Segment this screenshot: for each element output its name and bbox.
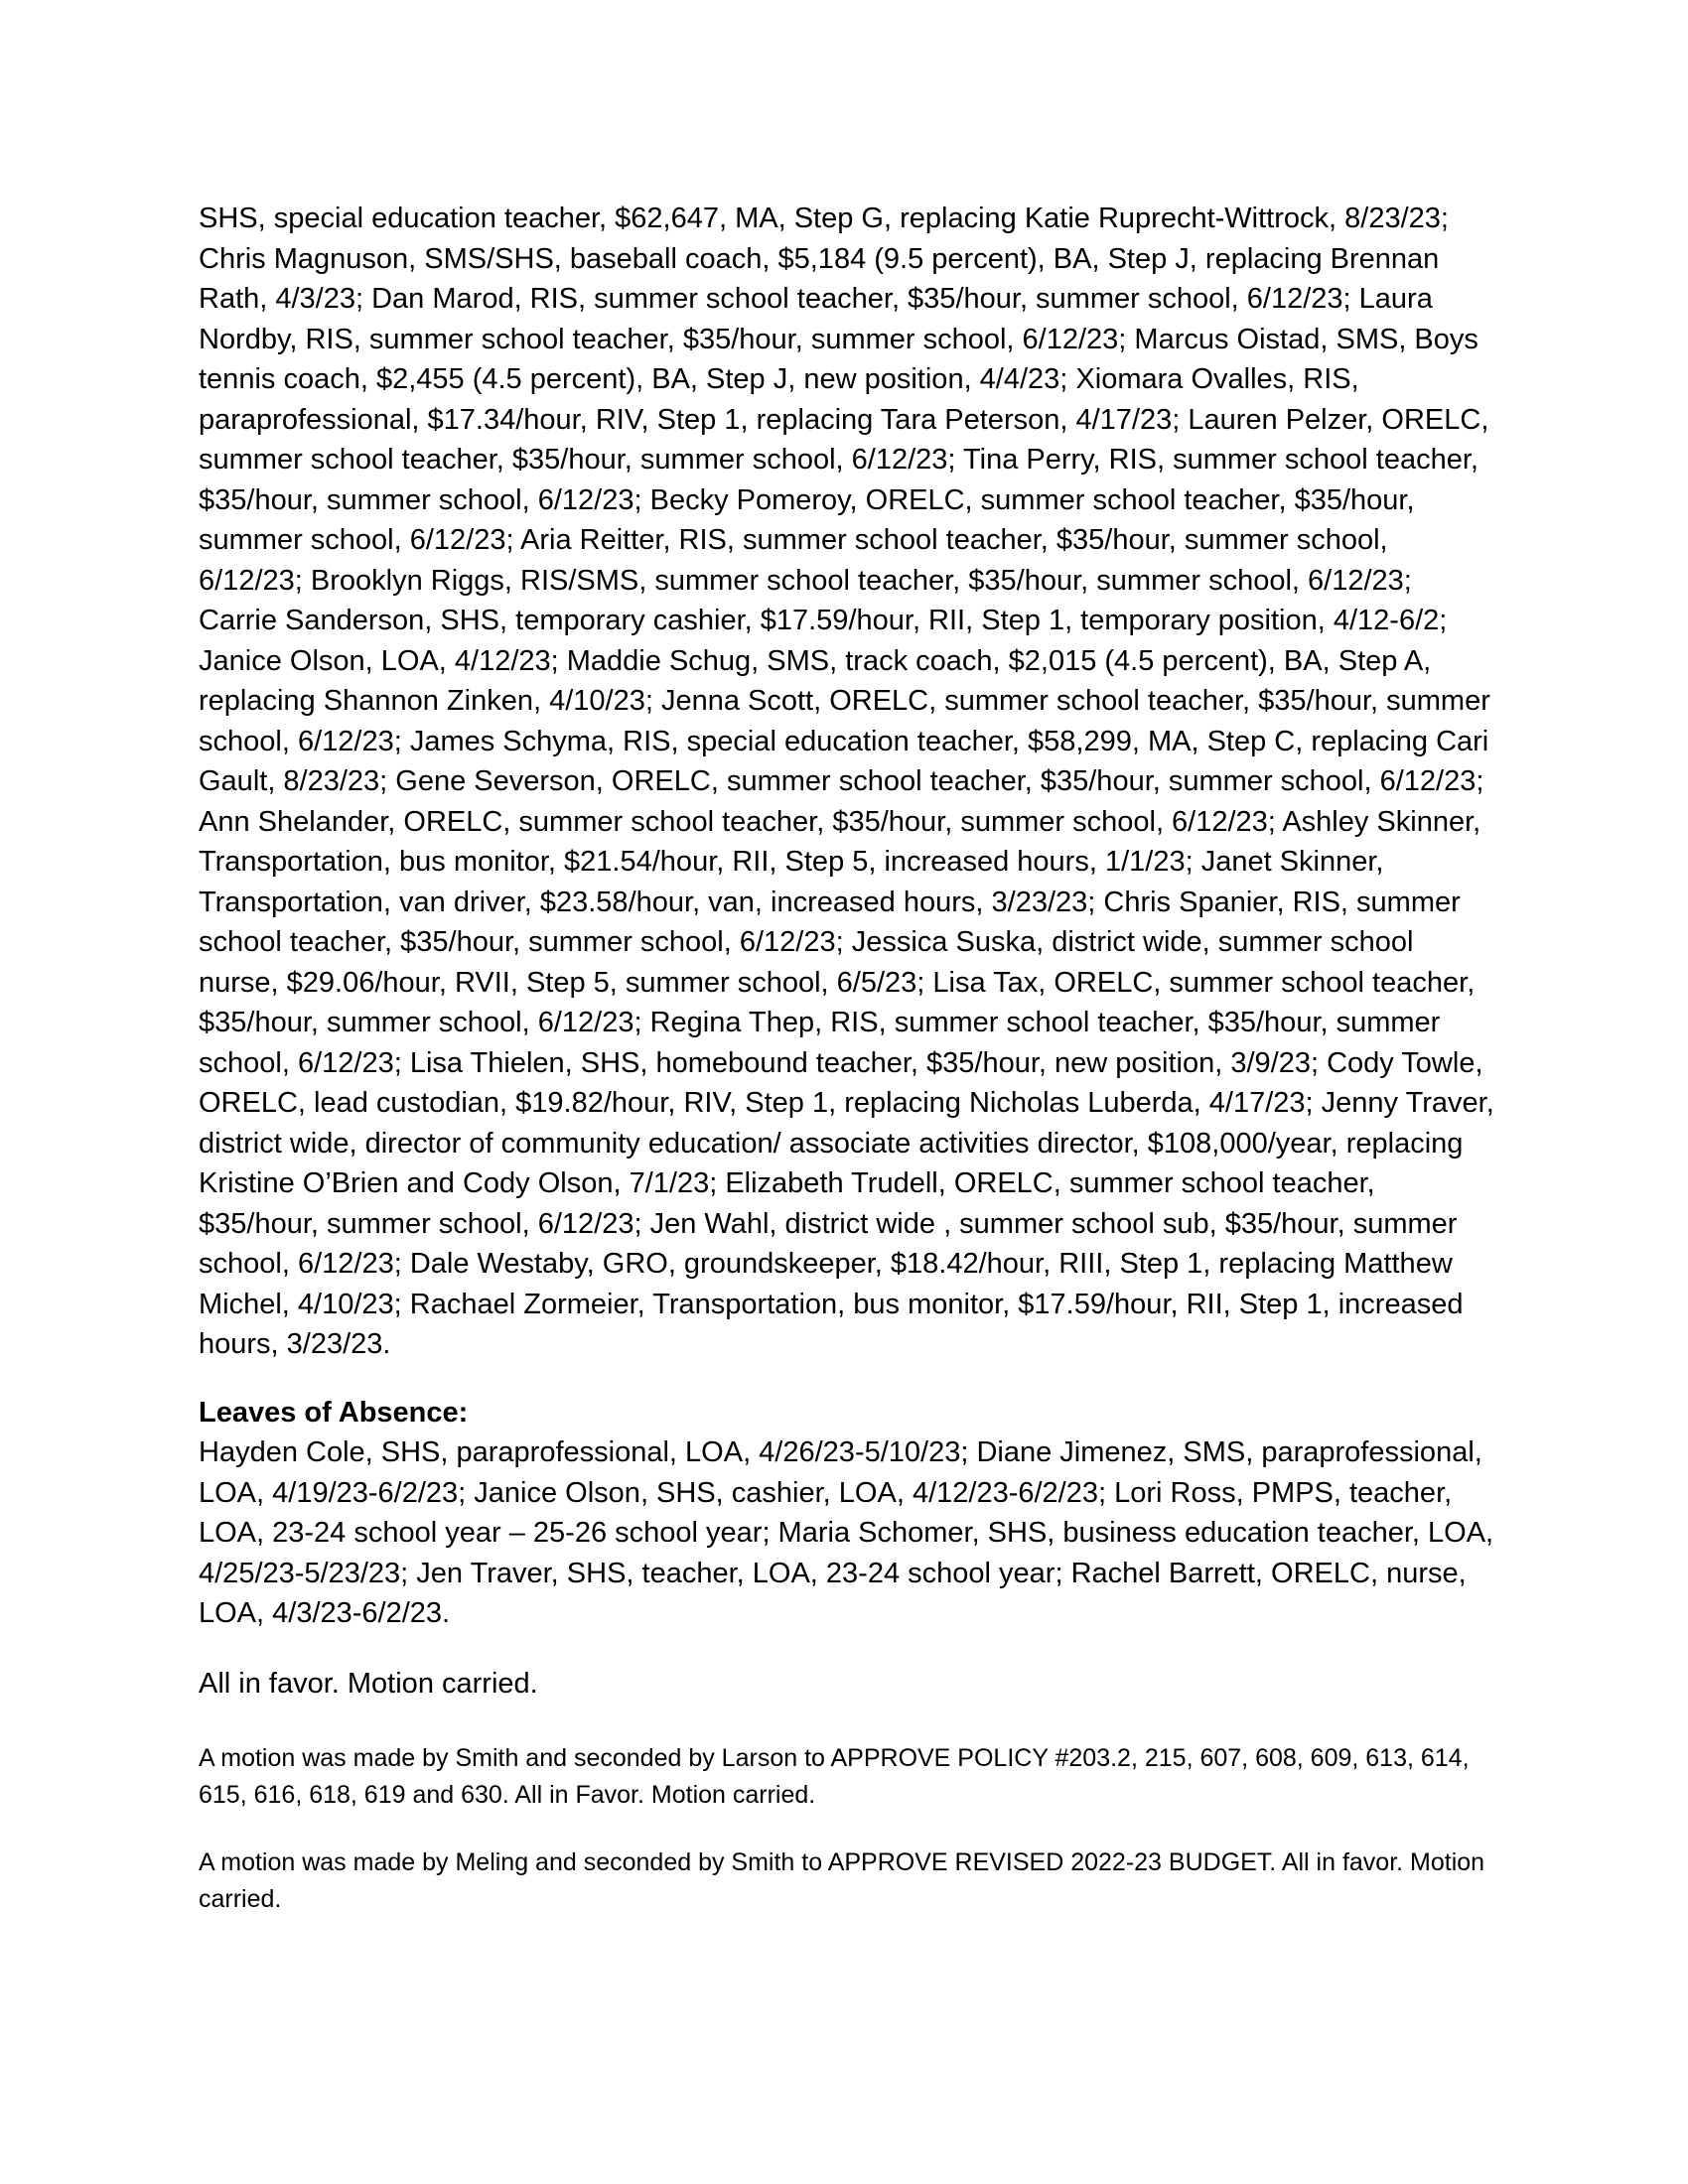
leaves-of-absence-heading: Leaves of Absence: xyxy=(199,1396,469,1429)
personnel-actions-paragraph: SHS, special education teacher, $62,647, MA, Step G, replacing Katie Ruprecht-Wittrock, 8/23/23; Chris Magnuson, SMS/SHS, baseball coach, $5,184 (9.5 percent), BA, Step J, replacing Brennan Rath, 4/3/23; Dan Marod, RIS, summer school teacher, $35/hour, summer school, 6/12/23; Laura Nordby, RIS, summer school teacher, $35/hour, summer school, 6/12/23; Marcus Oistad, SMS, Boys tennis coach, $2,455 (4.5 percent), BA, Step J, new position, 4/4/23; Xiomara Ovalles, RIS, paraprofessional, $17.34/hour, RIV, Step 1, replacing Tara Peterson, 4/17/23; Lauren Pelzer, ORELC, summer school teacher, $35/hour, summer school, 6/12/23; Tina Perry, RIS, summer school teacher, $35/hour, summer school, 6/12/23; Becky Pomeroy, ORELC, summer school teacher, $35/hour, summer school, 6/12/23; Aria Reitter, RIS, summer school teacher, $35/hour, summer school, 6/12/23; Brooklyn Riggs, RIS/SMS, summer school teacher, $35/hour, summer school, 6/12/23; Carrie Sanderson, SHS, temporary cashier, $17.59/hour, RII, Step 1, temporary position, 4/12-6/2; Janice Olson, LOA, 4/12/23; Maddie Schug, SMS, track coach, $2,015 (4.5 percent), BA, Step A, replacing Shannon Zinken, 4/10/23; Jenna Scott, ORELC, summer school teacher, $35/hour, summer school, 6/12/23; James Schyma, RIS, special education teacher, $58,299, MA, Step C, replacing Cari Gault, 8/23/23; Gene Severson, ORELC, summer school teacher, $35/hour, summer school, 6/12/23; Ann Shelander, ORELC, summer school teacher, $35/hour, summer school, 6/12/23; Ashley Skinner, Transportation, bus monitor, $21.54/hour, RII, Step 5, increased hours, 1/1/23; Janet Skinner, Transportation, van driver, $23.58/hour, van, increased hours, 3/23/23; Chris Spanier, RIS, summer school teacher, $35/hour, summer school, 6/12/23; Jessica Suska, district wide, summer school nurse, $29.06/hour, RVII, Step 5, summer school, 6/5/23; Lisa Tax, ORELC, summer school teacher, $35/hour, summer school, 6/12/23; Regina Thep, RIS, summer school teacher, $35/hour, summer school, 6/12/23; Lisa Thielen, SHS, homebound teacher, $35/hour, new position, 3/9/23; Cody Towle, ORELC, lead custodian, $19.82/hour, RIV, Step 1, replacing Nicholas Luberda, 4/17/23; Jenny Traver, district wide, director of community education/ associate activities director, $108,000/year, replacing Kristine O’Brien and Cody Olson, 7/1/23; Elizabeth Trudell, ORELC, summer school teacher, $35/hour, summer school, 6/12/23; Jen Wahl, district wide , summer school sub, $35/hour, summer school, 6/12/23; Dale Westaby, GRO, groundskeeper, $18.42/hour, RIII, Step 1, replacing Matthew Michel, 4/10/23; Rachael Zormeier, Transportation, bus monitor, $17.59/hour, RII, Step 1, increased hours, 3/23/23. xyxy=(199,203,1494,1360)
all-in-favor-line: All in favor. Motion carried. xyxy=(199,1667,538,1700)
budget-motion-paragraph: A motion was made by Meling and seconded by Smith to APPROVE REVISED 2022-23 BUDGET. All in favor. Motion carried. xyxy=(199,1848,1485,1913)
policy-motion-paragraph: A motion was made by Smith and seconded by Larson to APPROVE POLICY #203.2, 215, 607, 608, 609, 613, 614, 615, 616, 618, 619 and 630. All in Favor. Motion carried. xyxy=(199,1744,1470,1809)
document-page xyxy=(199,199,1494,1918)
leaves-of-absence-paragraph: Hayden Cole, SHS, paraprofessional, LOA, 4/26/23-5/10/23; Diane Jimenez, SMS, paraprofessional, LOA, 4/19/23-6/2/23; Janice Olson, SHS, cashier, LOA, 4/12/23-6/2/23; Lori Ross, PMPS, teacher, LOA, 23-24 school year – 25-26 school year; Maria Schomer, SHS, business education teacher, LOA, 4/25/23-5/23/23; Jen Traver, SHS, teacher, LOA, 23-24 school year; Rachel Barrett, ORELC, nurse, LOA, 4/3/23-6/2/23. xyxy=(199,1436,1494,1629)
